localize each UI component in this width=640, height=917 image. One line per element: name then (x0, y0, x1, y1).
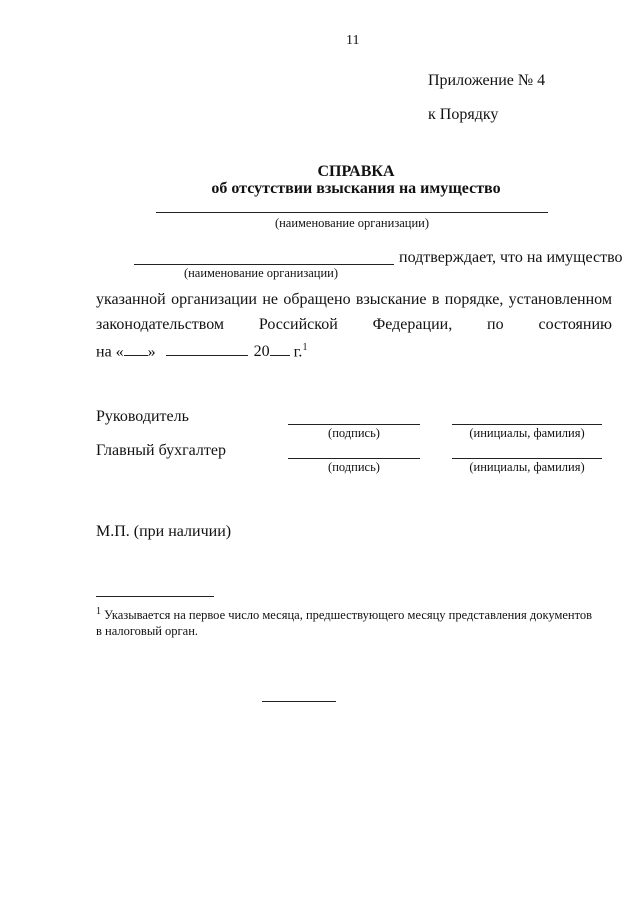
date-prefix: на « (96, 343, 124, 361)
appendix-number: Приложение № 4 (428, 72, 546, 89)
organization-name-line-2 (134, 264, 394, 265)
organization-name-caption-2: (наименование организации) (183, 266, 339, 280)
year-blank (270, 343, 290, 356)
organization-name-line (156, 212, 548, 213)
body-word: Федерации, (372, 316, 453, 333)
date-mid: » (147, 343, 156, 361)
accountant-signature-caption: (подпись) (328, 460, 380, 474)
body-word: Российской (258, 316, 338, 333)
date-line (96, 342, 307, 361)
stamp-label: М.П. (при наличии) (96, 523, 232, 540)
body-line-2 (96, 316, 612, 334)
body-word: по (487, 316, 504, 333)
closing-rule (262, 701, 336, 702)
date-year: 20 (253, 343, 270, 361)
head-signature-line (288, 424, 420, 425)
body-word: состоянию (538, 316, 612, 333)
accountant-initials-caption: (инициалы, фамилия) (469, 460, 585, 474)
footnote-text: Указывается на первое число месяца, предшествующего месяцу представления документов (104, 608, 593, 623)
footnote-number: 1 (96, 606, 101, 617)
page-number: 11 (346, 33, 360, 48)
accountant-signature-line (288, 458, 420, 459)
footnote-line-1 (96, 606, 592, 623)
head-initials-caption: (инициалы, фамилия) (469, 426, 585, 440)
head-signature-caption: (подпись) (328, 426, 380, 440)
body-line-1: указанной организации не обращено взыскание в порядке, установленном (96, 291, 612, 308)
confirm-text: подтверждает, что на имущество (399, 249, 623, 266)
organization-name-caption: (наименование организации) (274, 216, 430, 230)
month-blank (166, 343, 248, 356)
accountant-initials-line (452, 458, 602, 459)
day-blank (124, 343, 148, 356)
head-label: Руководитель (96, 408, 189, 425)
document-title: СПРАВКА (317, 163, 395, 180)
appendix-reference: к Порядку (428, 106, 499, 123)
date-suffix: г. (293, 343, 303, 361)
footnote-separator (96, 596, 214, 597)
accountant-label: Главный бухгалтер (96, 442, 226, 459)
head-initials-line (452, 424, 602, 425)
body-word: законодательством (96, 316, 225, 333)
footnote-line-2: в налоговый орган. (96, 624, 199, 638)
footnote-mark: 1 (302, 342, 308, 353)
document-subtitle: об отсутствии взыскания на имущество (211, 180, 501, 197)
